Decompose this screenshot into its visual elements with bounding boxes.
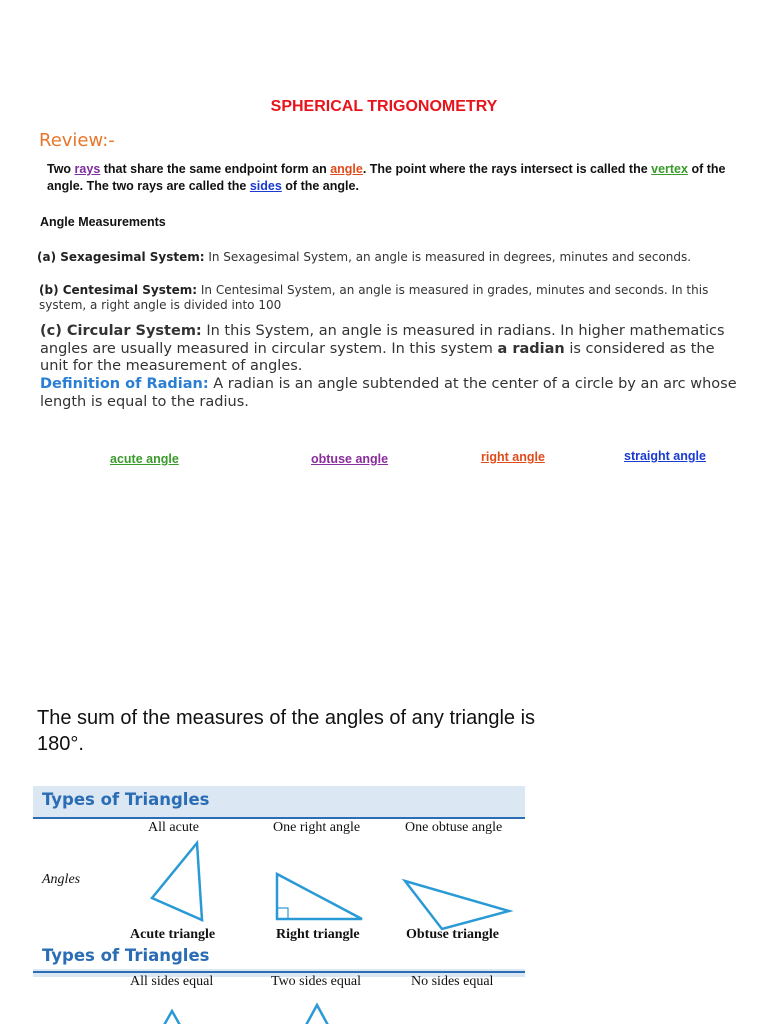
review-heading: Review:- (39, 130, 115, 151)
intro-paragraph (47, 161, 737, 195)
keyword-sides: sides (249, 179, 282, 193)
intro-text-5: of the angle. (281, 179, 359, 193)
panel-title-sides: Types of Triangles (42, 946, 210, 965)
keyword-vertex: vertex (651, 162, 688, 176)
panel-title-angles: Types of Triangles (42, 790, 210, 809)
radian-definition (40, 376, 740, 411)
sexagesimal-text: In Sexagesimal System, an angle is measured in degrees, minutes and seconds. (204, 250, 692, 264)
centesimal-label: (b) Centesimal System: (39, 283, 198, 297)
radian-definition-label: Definition of Radian: (40, 376, 209, 392)
radian-definition-text: A radian is an angle subtended at the center of a circle by an arc whose length is equal to the radius. (40, 376, 737, 410)
name-right-triangle: Right triangle (276, 927, 360, 942)
angle-measurements-heading: Angle Measurements (40, 215, 166, 229)
obtuse-angle-link[interactable]: obtuse angle (311, 452, 389, 466)
panel-sides-area (33, 974, 525, 1024)
keyword-angle: angle (330, 162, 363, 176)
circular-label: (c) Circular System: (40, 323, 202, 339)
intro-text-4: of the angle. The two rays are called the (47, 162, 726, 193)
name-acute-triangle: Acute triangle (130, 927, 216, 942)
col-head-no-sides-equal: No sides equal (411, 974, 494, 989)
col-head-two-sides-equal: Two sides equal (271, 974, 362, 989)
centesimal-text: In Centesimal System, an angle is measured in grades, minutes and seconds. In this system, a right angle is divided into 100 (39, 283, 709, 312)
acute-angle-link[interactable]: acute angle (110, 452, 179, 466)
circular-paragraph (40, 323, 740, 376)
col-head-all-acute: All acute (148, 820, 199, 835)
circular-text-2: is considered as the unit for the measurement of angles. (40, 340, 715, 374)
col-head-all-sides-equal: All sides equal (130, 974, 214, 989)
page-title: SPHERICAL TRIGONOMETRY (270, 98, 498, 115)
circular-text-1: In this System, an angle is measured in radians. In higher mathematics angles are usually measured in circular system. In this system (40, 323, 725, 357)
isosceles-triangle-top (305, 1005, 329, 1024)
panel-divider-bottom (33, 971, 525, 973)
side-triangle-drawings (33, 977, 525, 1024)
acute-triangle-shape (152, 843, 202, 920)
straight-angle-link[interactable]: straight angle (624, 449, 706, 463)
name-obtuse-triangle: Obtuse triangle (406, 927, 499, 942)
obtuse-triangle-shape (405, 881, 509, 929)
types-of-triangles-figure (33, 786, 525, 1024)
right-angle-link[interactable]: right angle (481, 450, 545, 464)
sexagesimal-paragraph (37, 250, 757, 265)
right-angle-marker (277, 908, 288, 919)
intro-text-1: Two (47, 162, 75, 176)
centesimal-paragraph (39, 283, 739, 313)
circular-bold: a radian (497, 340, 565, 357)
triangle-sum-statement: The sum of the measures of the angles of any triangle is 180°. (37, 707, 536, 755)
col-head-one-obtuse: One obtuse angle (405, 820, 503, 835)
keyword-rays: rays (74, 162, 101, 176)
intro-text-2: that share the same endpoint form an (100, 162, 331, 176)
col-head-one-right: One right angle (273, 820, 361, 835)
sexagesimal-label: (a) Sexagesimal System: (37, 250, 205, 264)
equilateral-triangle-top (163, 1011, 181, 1024)
right-triangle-shape (277, 874, 362, 919)
row-label-angles: Angles (42, 872, 81, 887)
intro-text-3: . The point where the rays intersect is called the (362, 162, 652, 176)
